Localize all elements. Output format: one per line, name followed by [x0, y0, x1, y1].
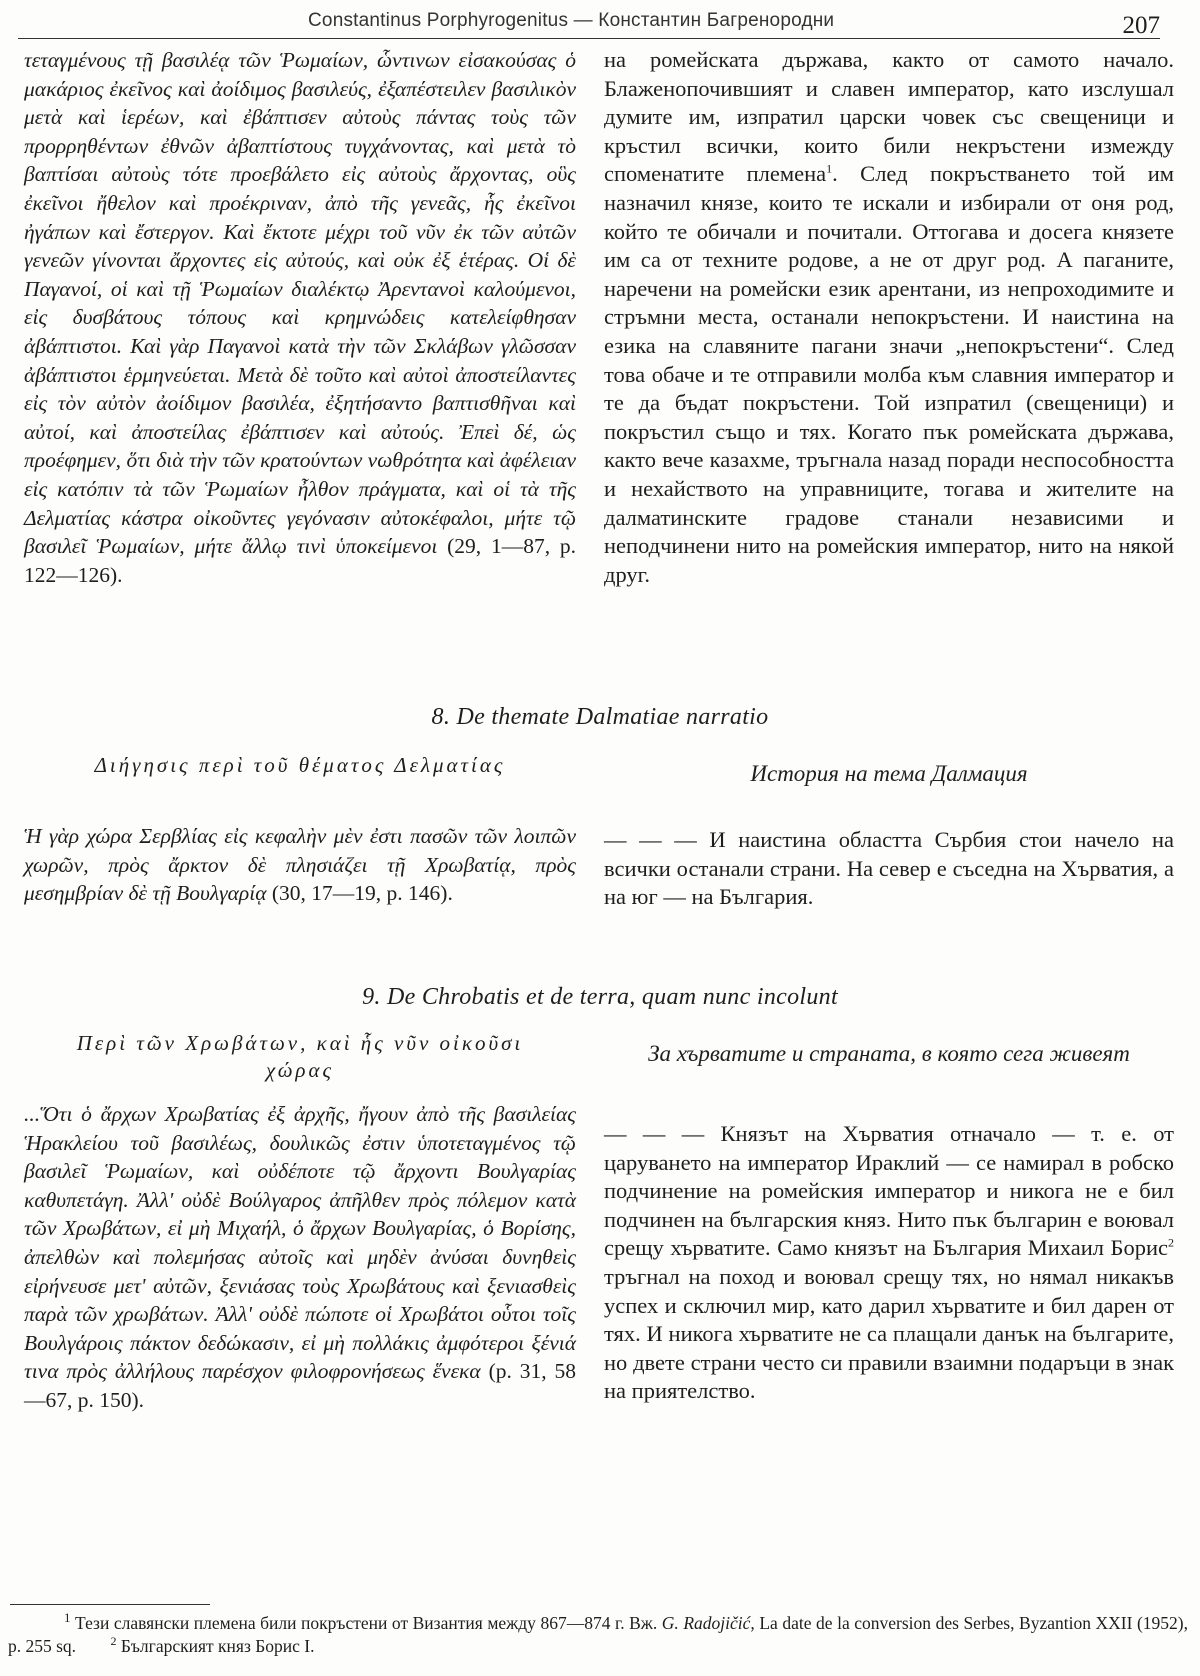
section-8-greek-subtitle: Διήγησις περὶ τοῦ θέματος Δελματίας [94, 753, 506, 777]
bulgarian-text-cont: . След покръстването той им назначил князе, които те искали и избирали от оня род, който те обичали и почитали. Оттогава и досега князете им са от техните родове, а не от друг род. А паганите, наречени на ромейски език арентани, из непроходимите и стръмни места, останали непокръстени. И наистина на езика на славяните пагани значи „непокръстени“. След това обаче и те отправили молба към славния император и те да бъдат покръстени. Той изпратил (свещеници) и покръстил също и тях. Когато пък ромейската държава, както вече казахме, тръгнала назад поради неспособността и нехайството на управниците, тогава и жителите на далматинските градове станали независими и неподчинени нито на ромейския император, нито на някой друг. [604, 161, 1174, 587]
footnote-text-1: Тези славянски племена били покръстени от Византия между 867—874 г. Вж. [75, 1613, 662, 1633]
section-8-bulgarian-subtitle: История на тема Далмация [750, 761, 1028, 786]
greek-passage-1 [24, 46, 576, 589]
running-title: Constantinus Porphyrogenitus — Константин Багренородни [308, 10, 835, 31]
section-9-greek-subtitle: Περὶ τῶν Χρωβάτων, καὶ ἧς νῦν οἰκοῦσι χώρας [76, 1031, 524, 1082]
bulgarian-text: — — — Князът на Хърватия отначало — т. е. от царуването на император Ираклий — се намирал в робско подчинение на ромейския император и никога не е бил подчинен на българския княз. Нито пък българин е воювал срещу хърватите. Само князът на България Михаил Борис [604, 1121, 1174, 1261]
section-8-greek-text [24, 822, 576, 908]
footnote-text-2: La date de la conversion des Serbes, Byzantion XXII (1952), p. 255 sq. [8, 1613, 1188, 1656]
section-8-bulgarian-text: — — — И наистина областта Сърбия стои начело на всички останали страни. На север е съседна на Хърватия, а на юг — на България. [604, 827, 1174, 910]
greek-text: Ἡ γὰρ χώρα Σερβλίας εἰς κεφαλὴν μὲν ἐστι πασῶν τῶν λοιπῶν χωρῶν, πρὸς ἄρκτον δὲ πλησιάζει τῇ Χρωβατίᾳ, πρὸς μεσημβρίαν δὲ τῇ Βουλγαρίᾳ [24, 824, 576, 906]
greek-text: ...Ὅτι ὁ ἄρχων Χρωβατίας ἐξ ἀρχῆς, ἤγουν ἀπὸ τῆς βασιλείας Ἡρακλείου τοῦ βασιλέως, δουλικῶς ἐστιν ὑποτεταγμένος τῷ βασιλεῖ Ῥωμαίων, καὶ οὐδέποτε τῷ ἄρχοντι Βουλγαρίας καθυπετάγη. Ἀλλ' οὐδὲ Βούλγαρος ἀπῆλθεν πρὸς πόλεμον κατὰ τῶν Χρωβάτων, εἰ μὴ Μιχαήλ, ὁ ἄρχων Βουλγαρίας, ὁ Βορίσης, ἀπελθὼν καὶ πολεμήσας αὐτοῖς καὶ μηδὲν ἀνύσαι δυνηθεὶς εἰρήνευσε μετ' αὐτῶν, ξενιάσας τοὺς Χρωβάτους καὶ ξενιασθεὶς παρὰ τῶν χρωβάτων. Ἀλλ' οὐδὲ πώποτε οἱ Χρωβάτοι οὗτοι τοῖς Βουλγάροις πάκτον δεδώκασιν, εἰ μὴ πολλάκις ἀμφότεροι ξένιά τινα πρὸς ἀλλήλους παρέσχον φιλοφρονήσεως ἕνεκα [24, 1102, 576, 1384]
greek-citation: (30, 17—19, p. 146). [271, 881, 453, 906]
bulgarian-text-cont: тръгнал на поход и воювал срещу тях, но нямал никакъв успех и сключил мир, като дарил хърватите и бил дарен от тях. И никога хърватите не са плащали данък на българите, но двете страни често си правили взаимни подаръци в знак на приятелство. [604, 1263, 1174, 1404]
bulgarian-passage-1 [604, 46, 1174, 589]
footnote-number-2: 2 [110, 1634, 117, 1649]
footnote-text-3: Българският княз Борис I. [116, 1636, 315, 1656]
section-9-title: 9. De Chrobatis et de terra, quam nunc incolunt [362, 984, 838, 1010]
footnote-marker: 2 [1168, 1235, 1174, 1250]
footnote-rule [10, 1604, 210, 1605]
section-9-bulgarian-subtitle: За хърватите и страната, в която сега живеят [648, 1041, 1130, 1066]
section-9-bulgarian-text [604, 1120, 1174, 1406]
section-8-title: 8. De themate Dalmatiae narratio [431, 704, 769, 730]
footnotes: 1 Тези славянски племена били покръстени от Византия между 867—874 г. Вж. G. Radojičić, La date de la conversion des Serbes, Byzantion XXII (1952), p. 255 sq. $^2$ Българският княз Борис I. [8, 1610, 1188, 1656]
footnote-marker: 1 [826, 161, 833, 176]
bulgarian-text: на ромейската държава, както от самото начало. Блаженопочившият и славен император, като изслушал думите им, изпратил царски човек със свещеници и кръстил всички, които били некръстени измежду споменатите племена [604, 47, 1174, 187]
greek-citation: (p. 31, 58—67, p. 150). [24, 1359, 576, 1412]
page-number: 207 [1122, 12, 1160, 39]
section-9-greek-text [24, 1100, 576, 1415]
running-header [18, 4, 1160, 39]
greek-text: τεταγμένους τῇ βασιλέᾳ τῶν Ῥωμαίων, ὧντινων εἰσακούσας ὁ μακάριος ἐκεῖνος καὶ ἀοίδιμος βασιλεύς, ἐξαπέστειλεν βασιλικὸν μετὰ καὶ ἱερέων, καὶ ἐβάπτισεν αὐτοὺς πάντας τοὺς τῶν προρρηθέντων ἐθνῶν ἀβαπτίστους τυγχάνοντας, καὶ μετὰ τὸ βαπτίσαι αὐτοὺς τότε προεβάλετο εἰς αὐτοὺς ἄρχοντας, οὓς ἐκεῖνοι ἤθελον καὶ προέκριναν, ἀπὸ τῆς γενεᾶς, ἧς ἐκεῖνοι ἠγάπων καὶ ἔστεργον. Καὶ ἔκτοτε μέχρι τοῦ νῦν ἐκ τῶν αὐτῶν γενεῶν γίνονται ἄρχοντες εἰς αὐτούς, καὶ οὐκ ἐξ ἑτέρας. Οἱ δὲ Παγανοί, οἱ καὶ τῇ Ῥωμαίων διαλέκτῳ Ἀρεντανοὶ καλούμενοι, εἰς δυσβάτους τόπους καὶ κρημνώδεις κατελείφθησαν ἀβάπτιστοι. Καὶ γὰρ Παγανοὶ κατὰ τὴν τῶν Σκλάβων γλῶσσαν ἀβάπτιστοι ἑρμηνεύεται. Μετὰ δὲ τοῦτο καὶ αὐτοὶ ἀποστείλαντες εἰς τὸν αὐτὸν ἀοίδιμον βασιλέα, ἐξητήσαντο βαπτισθῆναι καὶ αὐτοί, καὶ ἀποστείλας ἐβάπτισεν καὶ αὐτούς. Ἐπεὶ δέ, ὡς προέφημεν, ὅτι διὰ τὴν τῶν κρατούντων νωθρότητα καὶ ἀφέλειαν εἰς κατόπιν τὰ τῶν Ῥωμαίων ἦλθον πράγματα, καὶ οἱ τὰ τῆς Δελματίας κάστρα οἰκοῦντες γεγόνασιν αὐτοκέφαλοι, μήτε τῷ βασιλεῖ Ῥωμαίων, μήτε ἄλλῳ τινὶ ὑποκείμενοι [24, 48, 576, 559]
greek-citation: (29, 1—87, p. 122—126). [24, 534, 576, 587]
footnote-author: G. Radojičić, [661, 1613, 755, 1633]
